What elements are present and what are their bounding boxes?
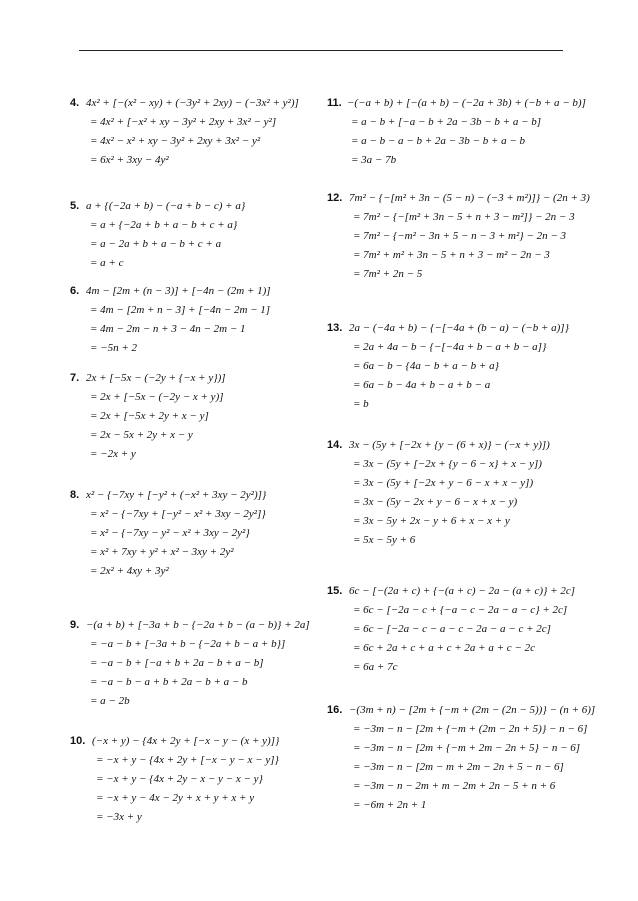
solution-result: = −6m + 2n + 1 <box>353 799 427 811</box>
problem-4 <box>70 95 299 171</box>
problem-number: 8. <box>70 489 80 501</box>
solution-step: = −3m − n − [2m + {−m + (2m − 2n + 5)} − n − 6] <box>353 723 588 735</box>
solution-step: = −a − b + [−3a + b − {−2a + b − a + b}] <box>90 638 286 650</box>
problem-expression: 7m² − {−[m² + 3n − (5 − n) − (−3 + m²)]} − (2n + 3) <box>349 192 590 204</box>
solution-step: = 3x − (5y − 2x + y − 6 − x + x − y) <box>353 496 518 508</box>
solution-step: = −a − b − a + b + 2a − b + a − b <box>90 676 248 688</box>
solution-result: = 6x² + 3xy − 4y² <box>90 154 169 166</box>
problem-5 <box>70 198 246 274</box>
solution-step: = −3m − n − [2m − m + 2m − 2n + 5 − n − 6] <box>353 761 564 773</box>
problem-number: 12. <box>327 192 343 204</box>
problem-expression: 2a − (−4a + b) − {−[−4a + (b − a) − (−b + a)]} <box>349 322 569 334</box>
solution-step: = −3m − n − 2m + m − 2m + 2n − 5 + n + 6 <box>353 780 556 792</box>
solution-step: = a + {−2a + b + a − b + c + a} <box>90 219 238 231</box>
top-rule <box>79 50 563 51</box>
solution-step: = a − b − a − b + 2a − 3b − b + a − b <box>351 135 526 147</box>
solution-step: = 3x − (5y + [−2x + {y − 6 − x} + x − y]) <box>353 458 542 470</box>
solution-step: = x² − {−7xy + [−y² − x² + 3xy − 2y²]} <box>90 508 266 520</box>
solution-result: = a − 2b <box>90 695 130 707</box>
problem-7 <box>70 370 226 465</box>
solution-step: = 2x − 5x + 2y + x − y <box>90 429 193 441</box>
solution-step: = 4x² − x² + xy − 3y² + 2xy + 3x² − y² <box>90 135 261 147</box>
problem-8 <box>70 487 267 582</box>
solution-step: = a − b + [−a − b + 2a − 3b − b + a − b] <box>351 116 542 128</box>
problem-number: 9. <box>70 619 80 631</box>
solution-step: = 6c − [−2a − c − a − c − 2a − a − c + 2c] <box>353 623 551 635</box>
solution-result: = −5n + 2 <box>90 342 138 354</box>
problem-number: 15. <box>327 585 343 597</box>
problem-number: 10. <box>70 735 86 747</box>
problem-13 <box>327 320 569 415</box>
problem-number: 6. <box>70 285 80 297</box>
solution-step: = 6c − [−2a − c + {−a − c − 2a − a − c} + 2c] <box>353 604 568 616</box>
solution-step: = 2a + 4a − b − {−[−4a + b − a + b − a]} <box>353 341 547 353</box>
problem-11 <box>327 95 586 171</box>
solution-step: = 7m² − {−m² − 3n + 5 − n − 3 + m²} − 2n − 3 <box>353 230 567 242</box>
problem-number: 4. <box>70 97 80 109</box>
solution-step: = x² + 7xy + y² + x² − 3xy + 2y² <box>90 546 234 558</box>
solution-step: = −x + y − {4x + 2y − x − y − x − y} <box>96 773 263 785</box>
solution-step: = 4m − 2m − n + 3 − 4n − 2m − 1 <box>90 323 246 335</box>
solution-result: = −3x + y <box>96 811 142 823</box>
problem-expression: −(a + b) + [−3a + b − {−2a + b − (a − b)} + 2a] <box>86 619 310 631</box>
solution-result: = 5x − 5y + 6 <box>353 534 416 546</box>
problem-number: 14. <box>327 439 343 451</box>
problem-number: 11. <box>327 97 342 109</box>
solution-step: = 6a − b − 4a + b − a + b − a <box>353 379 491 391</box>
problem-expression: (−x + y) − {4x + 2y + [−x − y − (x + y)]} <box>92 735 280 747</box>
solution-step: = 4m − [2m + n − 3] + [−4n − 2m − 1] <box>90 304 271 316</box>
problem-16 <box>327 702 596 816</box>
problem-12 <box>327 190 590 285</box>
solution-step: = 6c + 2a + c + a + c + 2a + a + c − 2c <box>353 642 535 654</box>
solution-step: = 3x − 5y + 2x − y + 6 + x − x + y <box>353 515 510 527</box>
problem-expression: 3x − (5y + [−2x + {y − (6 + x)} − (−x + y)]) <box>349 439 550 451</box>
problem-expression: 4x² + [−(x² − xy) + (−3y² + 2xy) − (−3x² + y²)] <box>86 97 299 109</box>
problem-15 <box>327 583 575 678</box>
solution-step: = 4x² + [−x² + xy − 3y² + 2xy + 3x² − y²] <box>90 116 277 128</box>
problem-number: 13. <box>327 322 343 334</box>
solution-step: = 6a − b − {4a − b + a − b + a} <box>353 360 500 372</box>
problem-14 <box>327 437 550 551</box>
solution-step: = 2x + [−5x + 2y + x − y] <box>90 410 209 422</box>
problem-number: 7. <box>70 372 80 384</box>
problem-expression: x² − {−7xy + [−y² + (−x² + 3xy − 2y²)]} <box>86 489 267 501</box>
solution-step: = −3m − n − [2m + {−m + 2m − 2n + 5} − n − 6] <box>353 742 581 754</box>
solution-result: = 7m² + 2n − 5 <box>353 268 423 280</box>
solution-result: = 3a − 7b <box>351 154 397 166</box>
problem-expression: 4m − [2m + (n − 3)] + [−4n − (2m + 1)] <box>86 285 271 297</box>
problem-number: 16. <box>327 704 343 716</box>
problem-number: 5. <box>70 200 80 212</box>
problem-expression: 6c − [−(2a + c) + {−(a + c) − 2a − (a + c)} + 2c] <box>349 585 575 597</box>
solution-step: = −x + y − {4x + 2y + [−x − y − x − y]} <box>96 754 279 766</box>
problem-expression: a + {(−2a + b) − (−a + b − c) + a} <box>86 200 246 212</box>
problem-expression: −(−a + b) + [−(a + b) − (−2a + 3b) + (−b + a − b)] <box>347 97 586 109</box>
solution-step: = 2x + [−5x − (−2y − x + y)] <box>90 391 224 403</box>
problem-9 <box>70 617 310 712</box>
solution-result: = 2x² + 4xy + 3y² <box>90 565 169 577</box>
solution-result: = b <box>353 398 369 410</box>
solution-step: = 3x − (5y + [−2x + y − 6 − x + x − y]) <box>353 477 534 489</box>
solution-step: = −a − b + [−a + b + 2a − b + a − b] <box>90 657 264 669</box>
solution-step: = a − 2a + b + a − b + c + a <box>90 238 222 250</box>
solution-step: = 7m² − {−[m² + 3n − 5 + n + 3 − m²]} − 2n − 3 <box>353 211 575 223</box>
problem-expression: −(3m + n) − [2m + {−m + (2m − (2n − 5))} − (n + 6)] <box>349 704 596 716</box>
solution-result: = 6a + 7c <box>353 661 398 673</box>
solution-result: = −2x + y <box>90 448 136 460</box>
problem-6 <box>70 283 271 359</box>
problem-10 <box>70 733 280 828</box>
solution-step: = 7m² + m² + 3n − 5 + n + 3 − m² − 2n − 3 <box>353 249 550 261</box>
problem-expression: 2x + [−5x − (−2y + {−x + y})] <box>86 372 226 384</box>
solution-result: = a + c <box>90 257 124 269</box>
solution-step: = x² − {−7xy − y² − x² + 3xy − 2y²} <box>90 527 250 539</box>
solution-step: = −x + y − 4x − 2y + x + y + x + y <box>96 792 255 804</box>
